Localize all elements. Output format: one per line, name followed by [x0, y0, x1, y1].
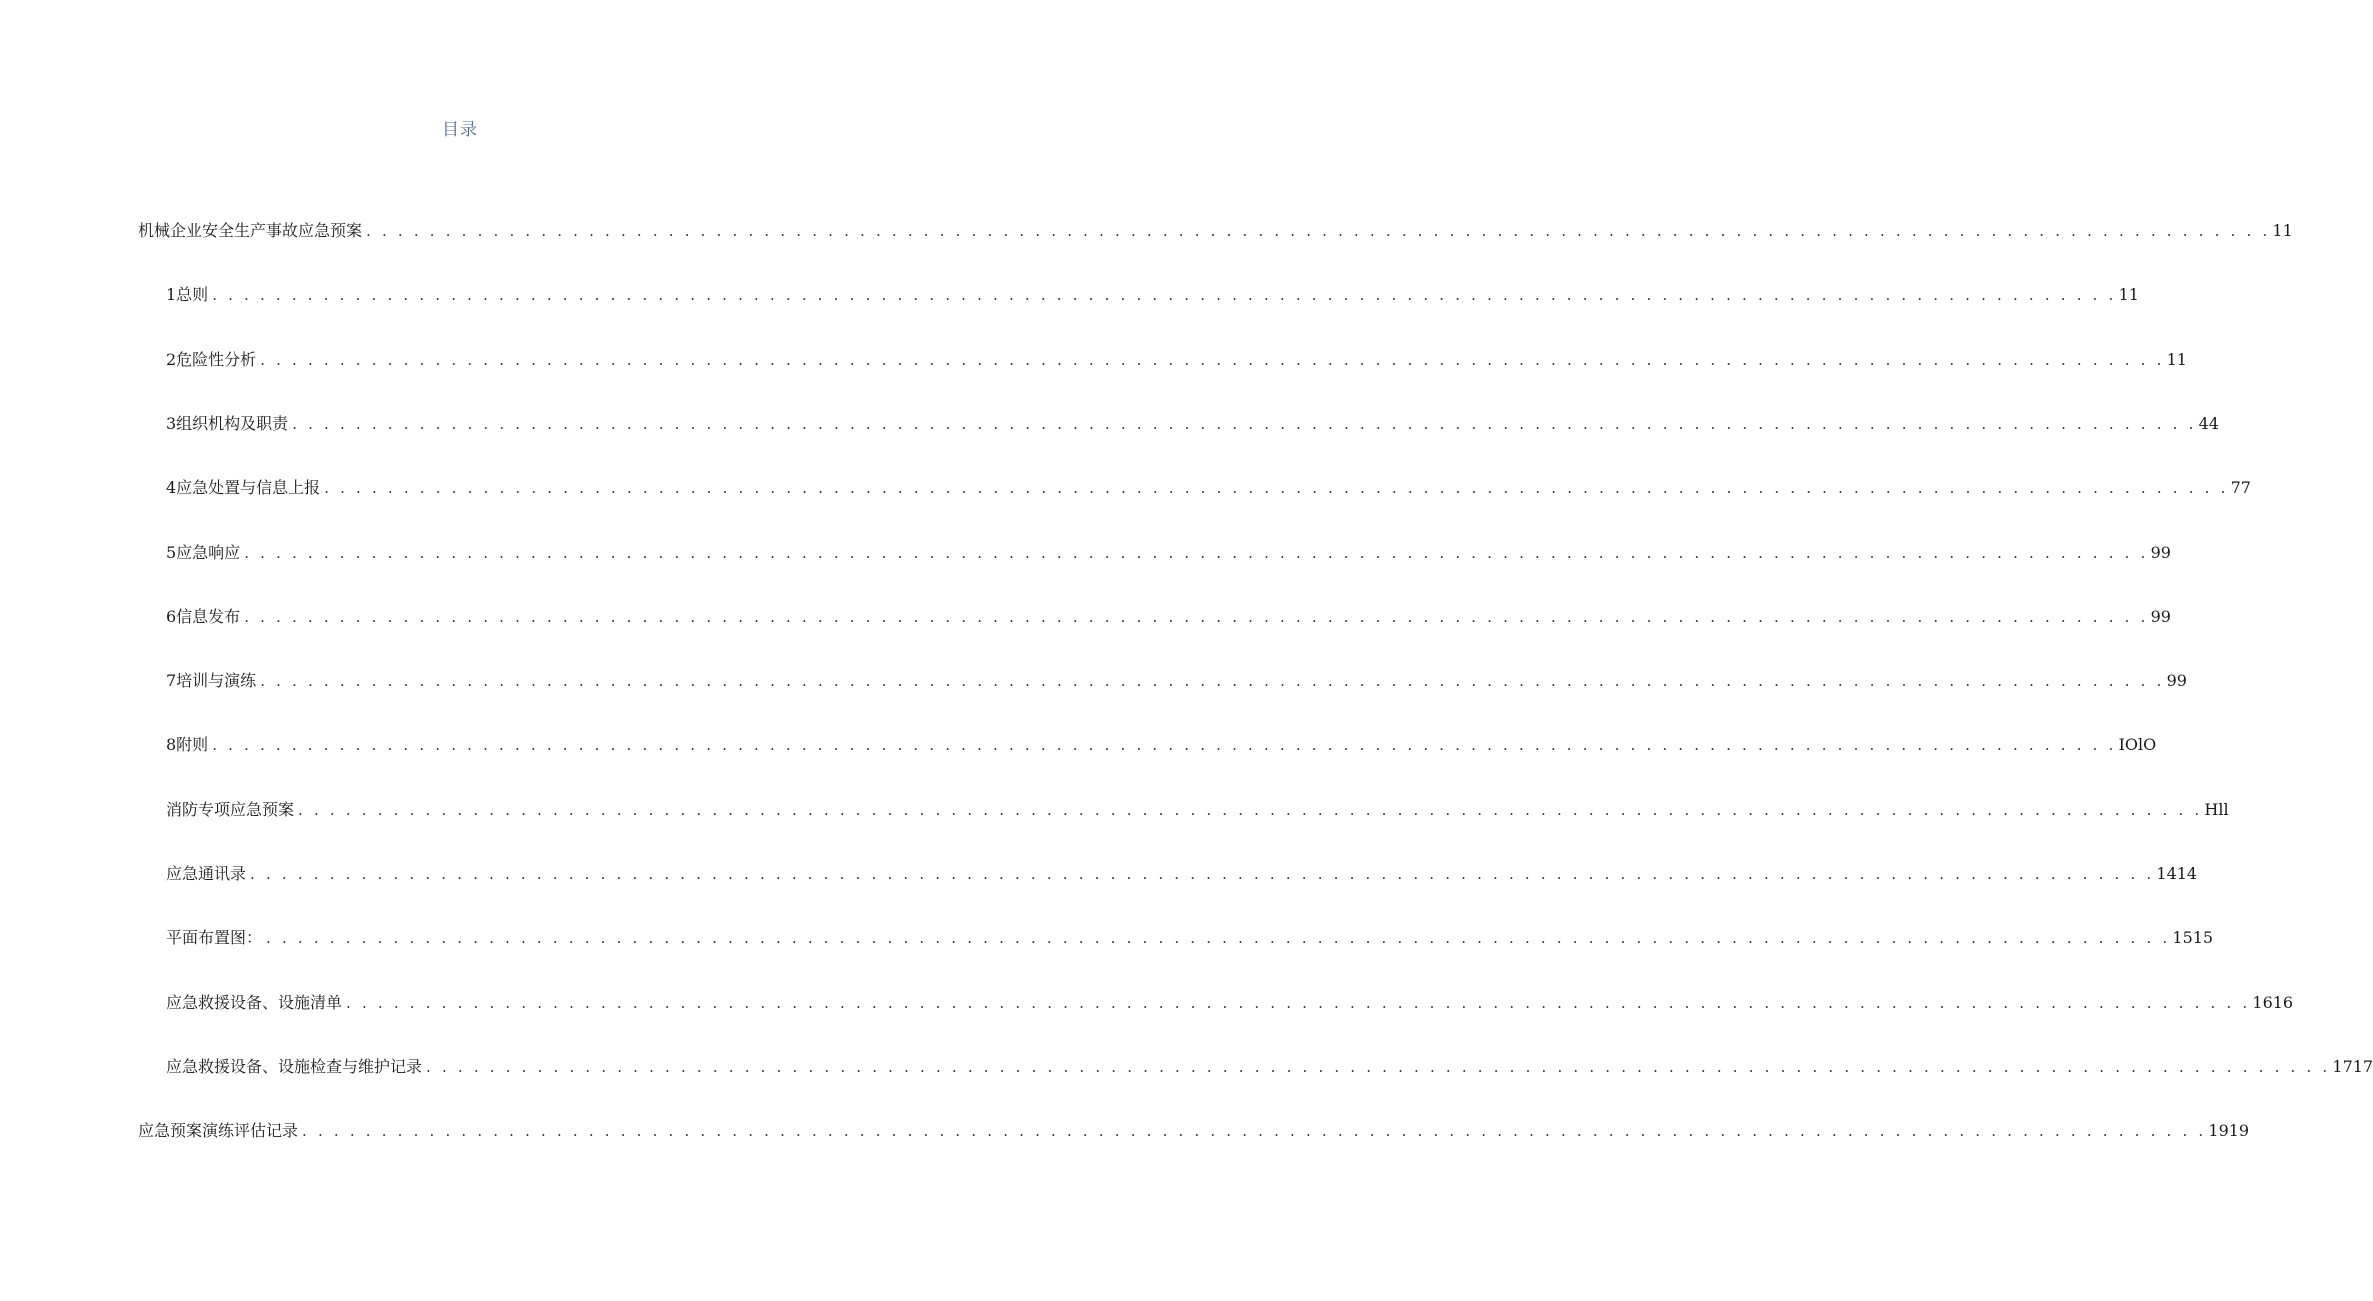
toc-entry-label: 1总则	[166, 285, 209, 304]
toc-entry[interactable]	[166, 475, 2251, 501]
toc-entry[interactable]	[166, 797, 2229, 823]
toc-dot-leader: . . . . . . . . . . . . . . . . . . . . . . . . . . . . . . . . . . . . . . . . . . . . . . . . . . . . . . . . . . . . . . . . . . . . . . . . . . . . . . . . . . . . . . . . . . . . . . . . . . . . . . . . . . . . . . . . . . . . . . . .	[302, 1122, 2207, 1140]
toc-entry[interactable]	[166, 1054, 2373, 1080]
toc-dot-leader: . . . . . . . . . . . . . . . . . . . . . . . . . . . . . . . . . . . . . . . . . . . . . . . . . . . . . . . . . . . . . . . . . . . . . . . . . . . . . . . . . . . . . . . . . . . . . . . . . . . . . . . . . . . . . . . . . . . . . . . .	[346, 994, 2251, 1012]
toc-entry-page-number: 11	[2118, 285, 2139, 304]
toc-entry[interactable]	[166, 861, 2198, 887]
toc-entry-page-number: 11	[2166, 350, 2187, 369]
toc-entry-label: 平面布置图：	[166, 928, 263, 947]
toc-title: 目录	[442, 120, 478, 140]
toc-entry-label: 机械企业安全生产事故应急预案	[138, 221, 363, 240]
toc-entry-page-number: 99	[2166, 671, 2187, 690]
toc-entry[interactable]	[166, 732, 2157, 758]
toc-dot-leader: . . . . . . . . . . . . . . . . . . . . . . . . . . . . . . . . . . . . . . . . . . . . . . . . . . . . . . . . . . . . . . . . . . . . . . . . . . . . . . . . . . . . . . . . . . . . . . . . . . . . . . . . . . . . . . . . . . . . . . . .	[366, 222, 2271, 240]
toc-entry-label: 7培训与演练	[166, 671, 257, 690]
toc-entry-label: 消防专项应急预案	[166, 800, 295, 819]
toc-entry-label: 6信息发布	[166, 607, 241, 626]
toc-entry-page-number: 1919	[2208, 1121, 2250, 1140]
toc-entry-page-number: 99	[2150, 607, 2171, 626]
toc-dot-leader: . . . . . . . . . . . . . . . . . . . . . . . . . . . . . . . . . . . . . . . . . . . . . . . . . . . . . . . . . . . . . . . . . . . . . . . . . . . . . . . . . . . . . . . . . . . . . . . . . . . . . . . . . . . . . . . . . . . . . . . .	[244, 608, 2149, 626]
toc-entry-label: 5应急响应	[166, 543, 241, 562]
toc-entry[interactable]	[166, 604, 2171, 630]
toc-dot-leader: . . . . . . . . . . . . . . . . . . . . . . . . . . . . . . . . . . . . . . . . . . . . . . . . . . . . . . . . . . . . . . . . . . . . . . . . . . . . . . . . . . . . . . . . . . . . . . . . . . . . . . . . . . . . . . . . . . . . . . . .	[324, 479, 2229, 497]
toc-dot-leader: . . . . . . . . . . . . . . . . . . . . . . . . . . . . . . . . . . . . . . . . . . . . . . . . . . . . . . . . . . . . . . . . . . . . . . . . . . . . . . . . . . . . . . . . . . . . . . . . . . . . . . . . . . . . . . . . . . . . . . . .	[266, 929, 2171, 947]
toc-entry[interactable]	[166, 347, 2187, 373]
toc-entry-label: 应急救援设备、设施清单	[166, 993, 343, 1012]
toc-entry[interactable]	[166, 411, 2219, 437]
toc-dot-leader: . . . . . . . . . . . . . . . . . . . . . . . . . . . . . . . . . . . . . . . . . . . . . . . . . . . . . . . . . . . . . . . . . . . . . . . . . . . . . . . . . . . . . . . . . . . . . . . . . . . . . . . . . . . . . . . . . . . . . . . .	[212, 286, 2117, 304]
toc-entry-page-number: 11	[2272, 221, 2293, 240]
toc-entry-label: 8附则	[166, 735, 209, 754]
toc-entry[interactable]	[166, 282, 2139, 308]
toc-dot-leader: . . . . . . . . . . . . . . . . . . . . . . . . . . . . . . . . . . . . . . . . . . . . . . . . . . . . . . . . . . . . . . . . . . . . . . . . . . . . . . . . . . . . . . . . . . . . . . . . . . . . . . . . . . . . . . . . . . . . . . . .	[250, 865, 2155, 883]
toc-dot-leader: . . . . . . . . . . . . . . . . . . . . . . . . . . . . . . . . . . . . . . . . . . . . . . . . . . . . . . . . . . . . . . . . . . . . . . . . . . . . . . . . . . . . . . . . . . . . . . . . . . . . . . . . . . . . . . . . . . . . . . . .	[260, 351, 2165, 369]
toc-entry-label: 2危险性分析	[166, 350, 257, 369]
toc-entry-page-number: 1616	[2252, 993, 2294, 1012]
toc-entry[interactable]	[138, 218, 2293, 244]
toc-entry[interactable]	[138, 1118, 2250, 1144]
toc-dot-leader: . . . . . . . . . . . . . . . . . . . . . . . . . . . . . . . . . . . . . . . . . . . . . . . . . . . . . . . . . . . . . . . . . . . . . . . . . . . . . . . . . . . . . . . . . . . . . . . . . . . . . . . . . . . . . . . . . . . . . . . .	[292, 415, 2197, 433]
toc-entry[interactable]	[166, 925, 2214, 951]
toc-entry-label: 3组织机构及职责	[166, 414, 289, 433]
toc-dot-leader: . . . . . . . . . . . . . . . . . . . . . . . . . . . . . . . . . . . . . . . . . . . . . . . . . . . . . . . . . . . . . . . . . . . . . . . . . . . . . . . . . . . . . . . . . . . . . . . . . . . . . . . . . . . . . . . . . . . . . . . .	[260, 672, 2165, 690]
toc-entry-label: 应急预案演练评估记录	[138, 1121, 299, 1140]
toc-entry-page-number: 99	[2150, 543, 2171, 562]
toc-entry-page-number: Hll	[2204, 800, 2229, 819]
toc-entry[interactable]	[166, 990, 2294, 1016]
toc-dot-leader: . . . . . . . . . . . . . . . . . . . . . . . . . . . . . . . . . . . . . . . . . . . . . . . . . . . . . . . . . . . . . . . . . . . . . . . . . . . . . . . . . . . . . . . . . . . . . . . . . . . . . . . . . . . . . . . . . . . . . . . .	[212, 736, 2117, 754]
toc-entry-label: 4应急处置与信息上报	[166, 478, 321, 497]
toc-entry-page-number: 1717	[2332, 1057, 2373, 1076]
toc-entry-page-number: 44	[2198, 414, 2219, 433]
toc-entry-page-number: 1515	[2172, 928, 2214, 947]
toc-entry-page-number: IOlO	[2118, 735, 2157, 754]
toc-entry-page-number: 77	[2230, 478, 2251, 497]
toc-dot-leader: . . . . . . . . . . . . . . . . . . . . . . . . . . . . . . . . . . . . . . . . . . . . . . . . . . . . . . . . . . . . . . . . . . . . . . . . . . . . . . . . . . . . . . . . . . . . . . . . . . . . . . . . . . . . . . . . . . . . . . . .	[244, 544, 2149, 562]
toc-entry[interactable]	[166, 540, 2171, 566]
toc-dot-leader: . . . . . . . . . . . . . . . . . . . . . . . . . . . . . . . . . . . . . . . . . . . . . . . . . . . . . . . . . . . . . . . . . . . . . . . . . . . . . . . . . . . . . . . . . . . . . . . . . . . . . . . . . . . . . . . . . . . . . . . .	[426, 1058, 2331, 1076]
toc-entry[interactable]	[166, 668, 2187, 694]
toc-entry-page-number: 1414	[2156, 864, 2198, 883]
toc-entry-label: 应急通讯录	[166, 864, 247, 883]
toc-entry-label: 应急救援设备、设施检查与维护记录	[166, 1057, 423, 1076]
toc-dot-leader: . . . . . . . . . . . . . . . . . . . . . . . . . . . . . . . . . . . . . . . . . . . . . . . . . . . . . . . . . . . . . . . . . . . . . . . . . . . . . . . . . . . . . . . . . . . . . . . . . . . . . . . . . . . . . . . . . . . . . . . .	[298, 801, 2203, 819]
